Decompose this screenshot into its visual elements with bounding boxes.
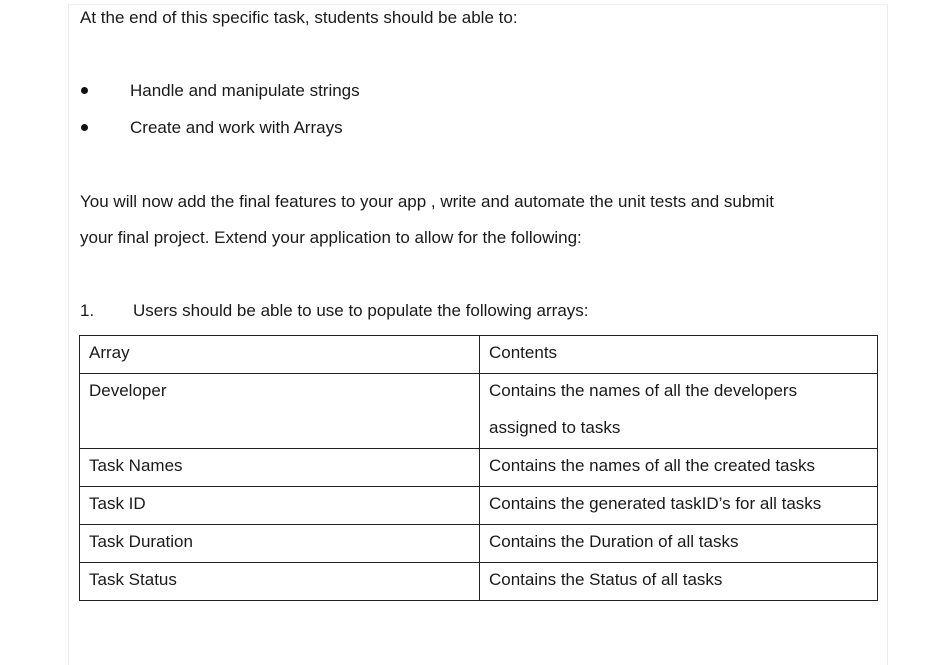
array-cell: Task Names [80, 449, 480, 487]
arrays-table [79, 335, 878, 601]
paragraph-line-1: You will now add the final features to your app , write and automate the unit tests and submit [80, 192, 774, 211]
header-cell-array: Array [80, 336, 480, 374]
array-cell: Task Status [80, 563, 480, 601]
numbered-item-text: Users should be able to use to populate the following arrays: [133, 301, 589, 320]
contents-cell: Contains the Status of all tasks [480, 563, 878, 601]
contents-cell: Contains the names of all the created tasks [480, 449, 878, 487]
bullet-item-arrays: Create and work with Arrays [130, 118, 343, 137]
bullet-dot-icon [81, 124, 88, 131]
table-row [80, 563, 878, 601]
table-row [80, 487, 878, 525]
contents-cell: Contains the Duration of all tasks [480, 525, 878, 563]
bullet-item-strings: Handle and manipulate strings [130, 81, 360, 100]
intro-text: At the end of this specific task, students should be able to: [80, 8, 518, 27]
table-row [80, 525, 878, 563]
contents-cell: Contains the generated taskID’s for all tasks [480, 487, 878, 525]
header-cell-contents: Contents [480, 336, 878, 374]
array-cell: Developer [80, 374, 480, 449]
array-cell: Task ID [80, 487, 480, 525]
paragraph-line-2: your final project. Extend your application to allow for the following: [80, 228, 582, 247]
bullet-dot-icon [81, 87, 88, 94]
table-row [80, 449, 878, 487]
table-header-row [80, 336, 878, 374]
table-row [80, 374, 878, 449]
contents-cell: Contains the names of all the developers assigned to tasks [480, 374, 878, 449]
array-cell: Task Duration [80, 525, 480, 563]
list-number: 1. [80, 301, 95, 320]
